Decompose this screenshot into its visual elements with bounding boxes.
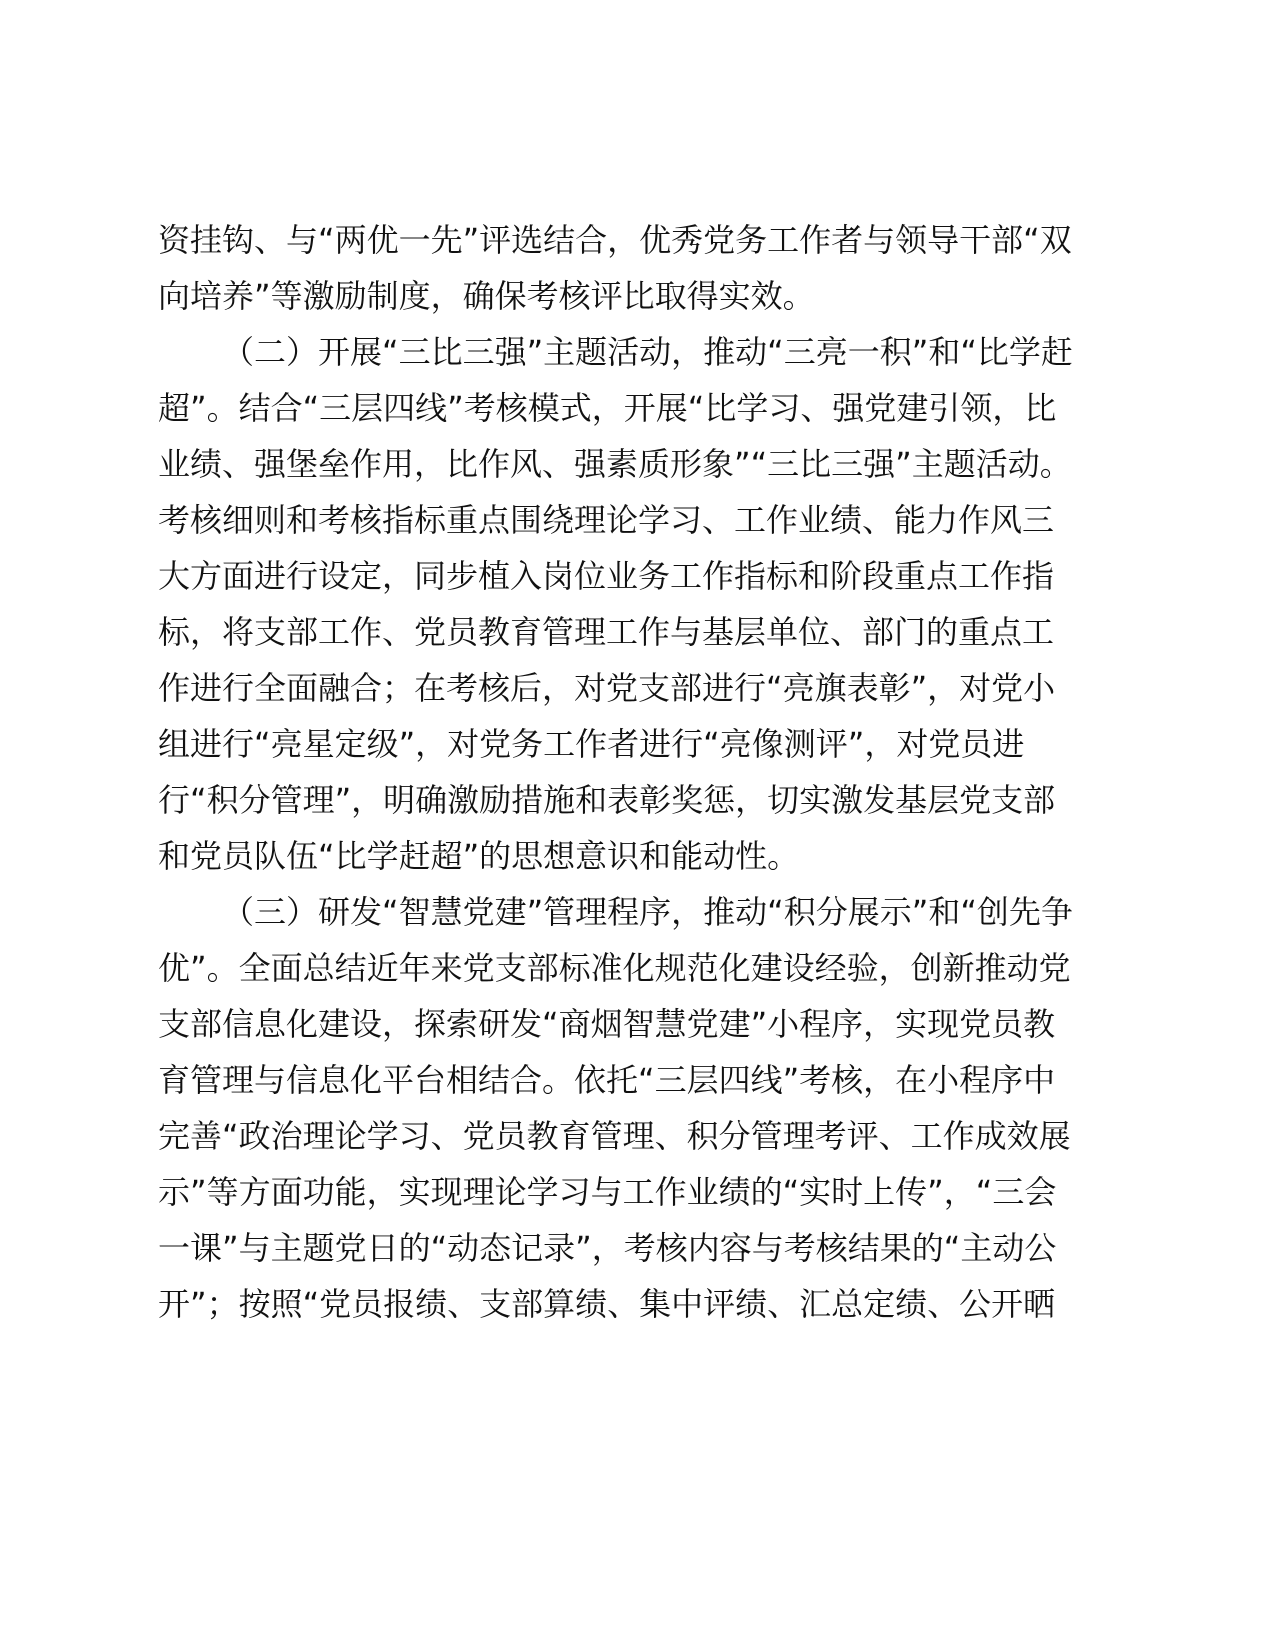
text-line: 示”等方面功能，实现理论学习与工作业绩的“实时上传”，“三会: [158, 1173, 1057, 1211]
text-line: 超”。结合“三层四线”考核模式，开展“比学习、强党建引领，比: [158, 389, 1057, 427]
text-line: 完善“政治理论学习、党员教育管理、积分管理考评、工作成效展: [158, 1117, 1071, 1155]
text-line: 考核细则和考核指标重点围绕理论学习、工作业绩、能力作风三: [158, 501, 1055, 539]
text-line: 和党员队伍“比学赶超”的思想意识和能动性。: [158, 837, 800, 875]
text-line: 育管理与信息化平台相结合。依托“三层四线”考核，在小程序中: [158, 1061, 1056, 1099]
text-line: 支部信息化建设，探索研发“商烟智慧党建”小程序，实现党员教: [158, 1005, 1056, 1043]
text-line: 资挂钩、与“两优一先”评选结合，优秀党务工作者与领导干部“双: [158, 221, 1072, 259]
text-line: 业绩、强堡垒作用，比作风、强素质形象”“三比三强”主题活动。: [158, 445, 1072, 483]
text-line: 向培养”等激励制度，确保考核评比取得实效。: [158, 277, 815, 315]
text-line: 作进行全面融合；在考核后，对党支部进行“亮旗表彰”，对党小: [158, 669, 1056, 707]
text-line: 行“积分管理”，明确激励措施和表彰奖惩，切实激发基层党支部: [158, 781, 1056, 819]
text-line: 大方面进行设定，同步植入岗位业务工作指标和阶段重点工作指: [158, 557, 1055, 595]
body-text: [158, 212, 1118, 1332]
text-line: 优”。全面总结近年来党支部标准化规范化建设经验，创新推动党: [158, 949, 1071, 987]
text-line: 一课”与主题党日的“动态记录”，考核内容与考核结果的“主动公: [158, 1229, 1057, 1267]
text-line: 标，将支部工作、党员教育管理工作与基层单位、部门的重点工: [158, 613, 1055, 651]
paragraph-heading-line: （三）研发“智慧党建”管理程序，推动“积分展示”和“创先争: [222, 893, 1073, 931]
text-line: 组进行“亮星定级”，对党务工作者进行“亮像测评”，对党员进: [158, 725, 1025, 763]
text-line: 开”；按照“党员报绩、支部算绩、集中评绩、汇总定绩、公开晒: [158, 1285, 1056, 1323]
paragraph-heading-line: （二）开展“三比三强”主题活动，推动“三亮一积”和“比学赶: [222, 333, 1073, 371]
